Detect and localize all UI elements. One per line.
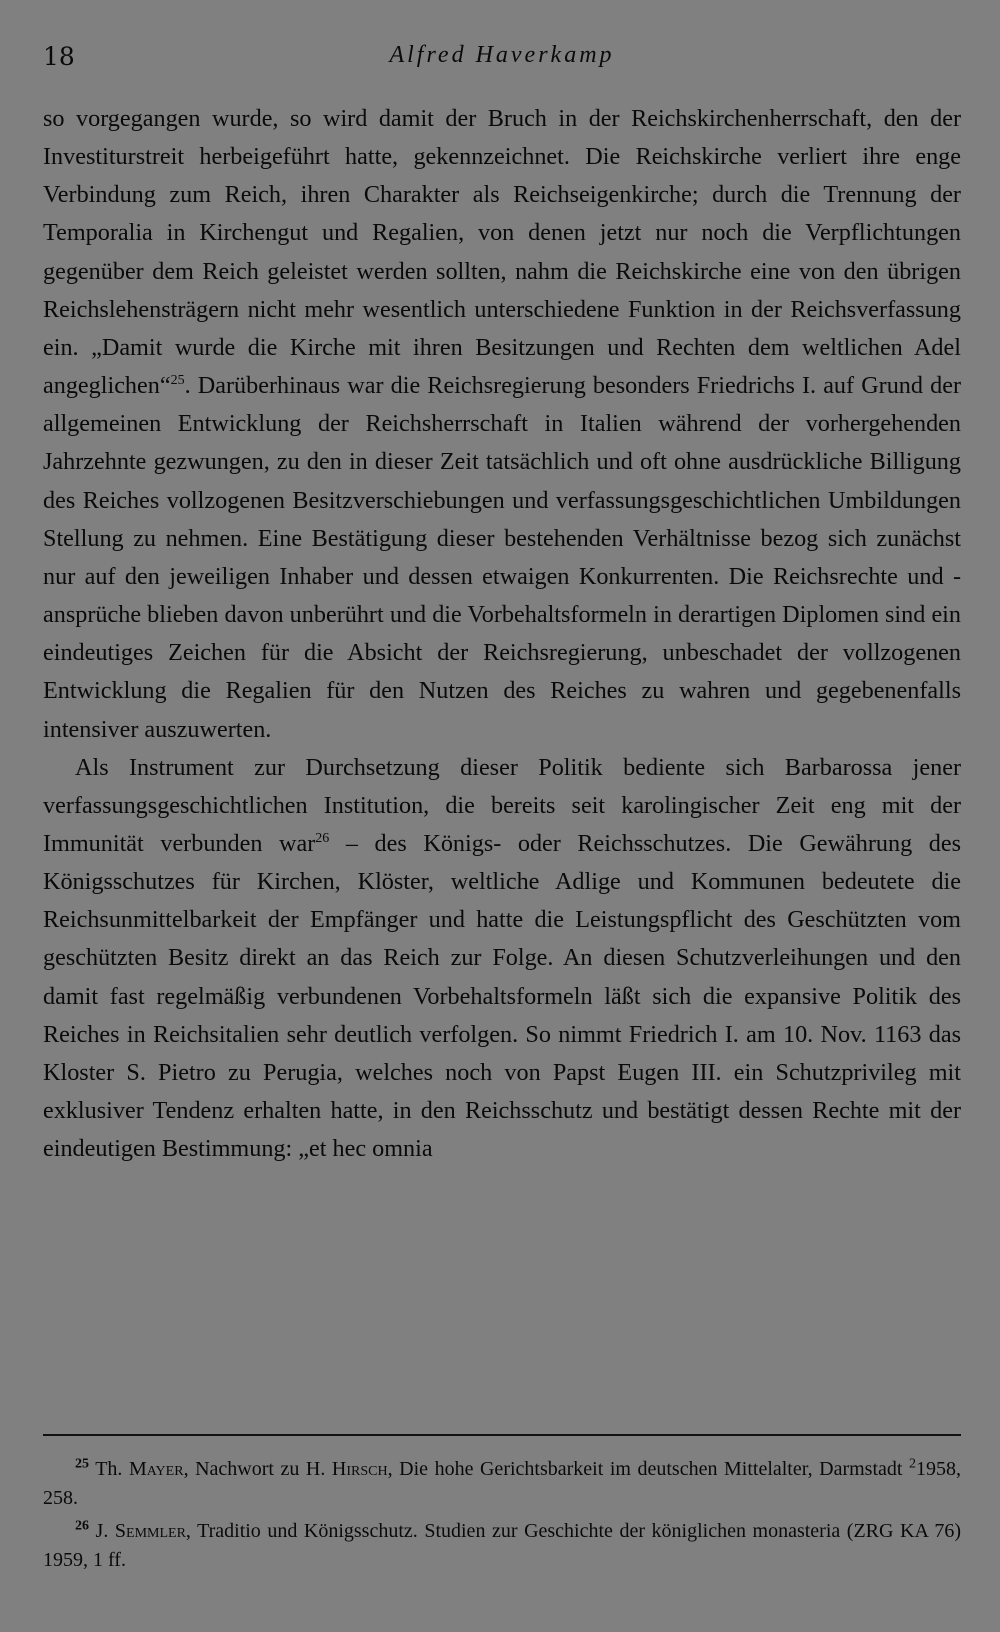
paragraph-2: [43, 749, 961, 1169]
footnote-ref-26[interactable]: 26: [315, 830, 330, 846]
running-head: Alfred Haverkamp: [389, 42, 615, 68]
footnote-author: Hirsch: [331, 1458, 388, 1480]
paragraph-2-text-b: – des Königs- oder Reichsschutzes. Die Gewährung des Königsschutzes für Kirchen, Klöster, weltliche Adlige und Kommunen bedeutete die Reichsunmittelbarkeit der Empfänger und hatte die Leistungspflicht des Geschützten vom geschützten Besitz direkt an das Reich zur Folge. An diesen Schutzverleihungen und den damit fast regelmäßig verbundenen Vorbehaltsformeln läßt sich die expansive Politik des Reiches in Reichsitalien sehr deutlich verfolgen. So nimmt Friedrich I. am 10. Nov. 1163 das Kloster S. Pietro zu Perugia, welches noch von Papst Eugen III. ein Schutzprivileg mit exklusiver Tendenz erhalten hatte, in den Reichsschutz und bestätigt dessen Rechte mit der eindeutigen Bestimmung: „et hec omnia: [43, 829, 961, 1163]
footnote-number: 26: [75, 1518, 89, 1534]
footnote-text: 1958, 258.: [43, 1458, 962, 1509]
footnote-text: , Die hohe Gerichtsbarkeit im deutschen Mittelalter, Darmstadt: [387, 1458, 910, 1480]
body-text: [43, 100, 961, 1168]
paragraph-1-text-b: . Darüberhinaus war die Reichsregierung besonders Friedrichs I. auf Grund der allgemeinen Entwicklung der Reichsherrschaft in Italien während der vorhergehenden Jahrzehnte gezwungen, zu den in dieser Zeit tatsächlich und oft ohne ausdrückliche Billigung des Reiches vollzogenen Besitzverschiebungen und verfassungsgeschichtlichen Umbildungen Stellung zu nehmen. Eine Bestätigung dieser bestehenden Verhältnisse bezog sich zunächst nur auf den jeweiligen Inhaber und dessen etwaigen Konkurrenten. Die Reichsrechte und -ansprüche blieben davon unberührt und die Vorbehaltsformeln in derartigen Diplomen sind ein eindeutiges Zeichen für die Absicht der Reichsregierung, unbeschadet der vollzogenen Entwicklung die Regalien für den Nutzen des Reiches zu wahren und gegebenenfalls intensiver auszuwerten.: [43, 372, 961, 743]
footnote-number: 25: [75, 1456, 89, 1472]
footnote-author: Semmler: [114, 1520, 186, 1542]
footnote-25: [43, 1455, 961, 1513]
paragraph-1: [43, 100, 961, 749]
book-page: [43, 0, 961, 1632]
footnote-26: [43, 1517, 961, 1575]
footnote-edition: 2: [909, 1456, 917, 1472]
paragraph-1-text-a: so vorgegangen wurde, so wird damit der Bruch in der Reichskirchenherrschaft, den der Investiturstreit herbeigeführt hatte, gekennzeichnet. Die Reichskirche verliert ihre enge Verbindung zum Reich, ihren Charakter als Reichseigenkirche; durch die Trennung der Temporalia in Kirchengut und Regalien, von denen jetzt nur noch die Verpflichtungen gegenüber dem Reich geleistet werden sollten, nahm die Reichskirche eine von den übrigen Reichslehensträgern nicht mehr wesentlich unterschiedene Funktion in der Reichsverfassung ein. „Damit wurde die Kirche mit ihren Besitzungen und Rechten dem weltlichen Adel angeglichen“: [43, 105, 961, 400]
footnotes: [43, 1455, 961, 1579]
page-header: [43, 42, 961, 82]
footnote-text: , Traditio und Königsschutz. Studien zur Geschichte der königlichen monasteria (ZRG KA 76) 1959, 1 ff.: [43, 1520, 961, 1571]
paragraph-2-text-a: Als Instrument zur Durchsetzung dieser Politik bediente sich Barbarossa jener verfassungsgeschichtlichen Institution, die bereits seit karolingischer Zeit eng mit der Immunität verbunden war: [43, 753, 961, 857]
page-number: 18: [43, 42, 75, 71]
footnote-author: Mayer: [128, 1458, 184, 1480]
footnote-text: Th.: [95, 1458, 129, 1480]
footnote-text: J.: [95, 1520, 115, 1542]
footnote-ref-25[interactable]: 25: [170, 373, 185, 389]
footnote-text: , Nachwort zu H.: [183, 1458, 332, 1480]
footnote-divider: [43, 1434, 961, 1436]
